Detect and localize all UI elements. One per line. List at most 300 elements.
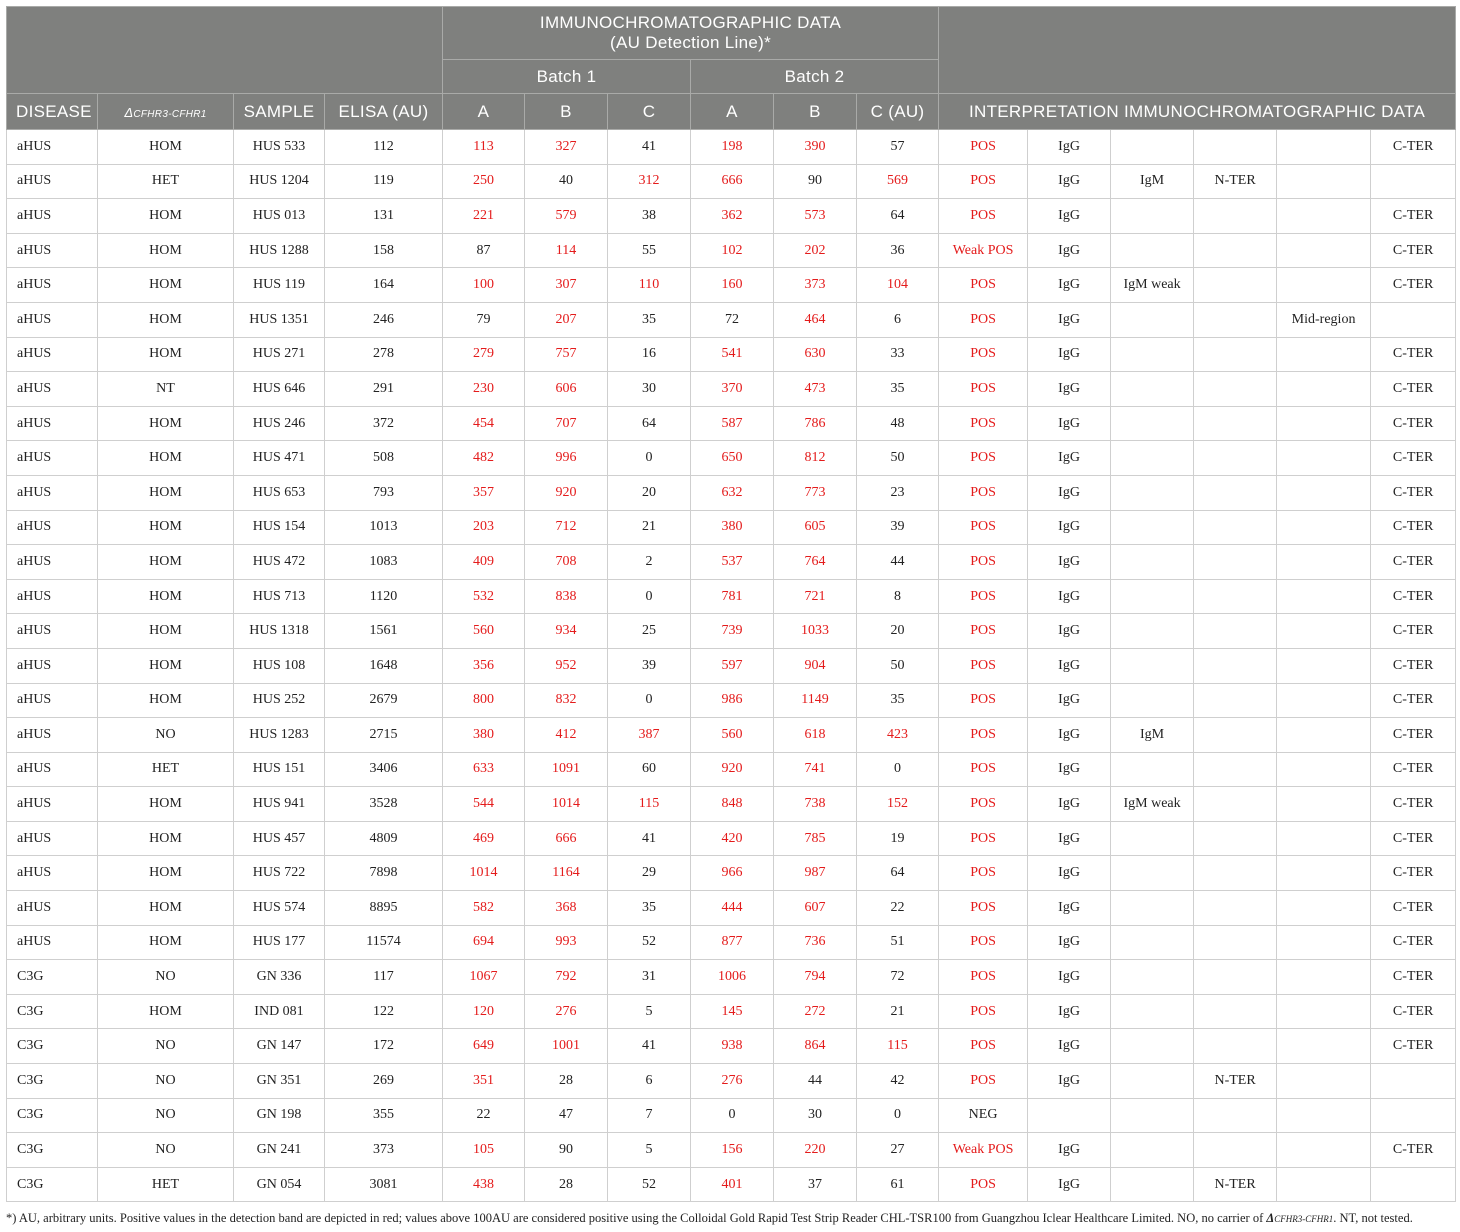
cell-b2a: 632	[691, 475, 774, 510]
cell-b2b: 786	[774, 406, 857, 441]
cell-b2b: 738	[774, 787, 857, 822]
cell-b1a: 1067	[443, 960, 525, 995]
cell-mid	[1277, 994, 1371, 1029]
cell-b2c: 48	[857, 406, 939, 441]
cell-cter: C-TER	[1371, 925, 1456, 960]
cell-mid	[1277, 648, 1371, 683]
cell-b1c: 31	[608, 960, 691, 995]
cell-b2a: 666	[691, 164, 774, 199]
cell-igg: IgG	[1028, 337, 1111, 372]
cell-b2a: 938	[691, 1029, 774, 1064]
cell-b2b: 904	[774, 648, 857, 683]
cell-b2c: 64	[857, 856, 939, 891]
cell-elisa: 119	[325, 164, 443, 199]
cell-igm	[1111, 1133, 1194, 1168]
cell-igm: IgM	[1111, 164, 1194, 199]
cell-igg: IgG	[1028, 545, 1111, 580]
cell-disease: aHUS	[7, 164, 98, 199]
cell-b1c: 2	[608, 545, 691, 580]
header-blank-right	[939, 7, 1456, 94]
cell-disease: aHUS	[7, 337, 98, 372]
table-row	[7, 683, 1456, 718]
cell-b1b: 412	[525, 718, 608, 753]
cell-delta: HOM	[98, 683, 234, 718]
col-header-b2b: B	[774, 94, 857, 130]
cell-mid	[1277, 475, 1371, 510]
cell-interp: POS	[939, 787, 1028, 822]
table-row	[7, 406, 1456, 441]
cell-b2b: 630	[774, 337, 857, 372]
cell-mid	[1277, 199, 1371, 234]
cell-mid	[1277, 1167, 1371, 1202]
cell-b1c: 41	[608, 821, 691, 856]
table-row	[7, 856, 1456, 891]
cell-b1c: 41	[608, 1029, 691, 1064]
cell-nter	[1194, 475, 1277, 510]
cell-interp: POS	[939, 718, 1028, 753]
cell-b1b: 368	[525, 891, 608, 926]
cell-delta: NO	[98, 1064, 234, 1099]
cell-nter	[1194, 130, 1277, 165]
cell-delta: NO	[98, 1098, 234, 1133]
cell-cter: C-TER	[1371, 960, 1456, 995]
cell-b1c: 6	[608, 1064, 691, 1099]
cell-b1b: 1164	[525, 856, 608, 891]
cell-sample: HUS 471	[234, 441, 325, 476]
cell-b1c: 0	[608, 683, 691, 718]
cell-cter: C-TER	[1371, 268, 1456, 303]
cell-igg: IgG	[1028, 130, 1111, 165]
cell-cter: C-TER	[1371, 406, 1456, 441]
cell-disease: aHUS	[7, 925, 98, 960]
cell-elisa: 1561	[325, 614, 443, 649]
cell-b2a: 541	[691, 337, 774, 372]
cell-disease: aHUS	[7, 752, 98, 787]
cell-b2c: 35	[857, 372, 939, 407]
cell-cter: C-TER	[1371, 648, 1456, 683]
cell-igm	[1111, 1064, 1194, 1099]
cell-elisa: 355	[325, 1098, 443, 1133]
cell-b1c: 38	[608, 199, 691, 234]
table-row	[7, 925, 1456, 960]
table-row	[7, 199, 1456, 234]
cell-interp: POS	[939, 925, 1028, 960]
cell-disease: C3G	[7, 1133, 98, 1168]
cell-nter	[1194, 302, 1277, 337]
cell-igg: IgG	[1028, 302, 1111, 337]
cell-b2c: 61	[857, 1167, 939, 1202]
cell-b1a: 409	[443, 545, 525, 580]
table-row	[7, 233, 1456, 268]
cell-delta: HOM	[98, 510, 234, 545]
cell-b2b: 30	[774, 1098, 857, 1133]
cell-cter: C-TER	[1371, 545, 1456, 580]
table-row	[7, 752, 1456, 787]
cell-elisa: 2679	[325, 683, 443, 718]
cell-igg: IgG	[1028, 752, 1111, 787]
cell-sample: HUS 271	[234, 337, 325, 372]
cell-sample: IND 081	[234, 994, 325, 1029]
cell-b1c: 29	[608, 856, 691, 891]
cell-b2b: 618	[774, 718, 857, 753]
cell-b1a: 221	[443, 199, 525, 234]
cell-interp: POS	[939, 302, 1028, 337]
cell-nter: N-TER	[1194, 1167, 1277, 1202]
cell-sample: HUS 533	[234, 130, 325, 165]
cell-b1a: 105	[443, 1133, 525, 1168]
cell-mid	[1277, 1064, 1371, 1099]
cell-igm	[1111, 441, 1194, 476]
cell-interp: Weak POS	[939, 233, 1028, 268]
cell-b1a: 438	[443, 1167, 525, 1202]
cell-igm	[1111, 648, 1194, 683]
cell-mid	[1277, 233, 1371, 268]
cell-b1a: 469	[443, 821, 525, 856]
cell-igm	[1111, 337, 1194, 372]
cell-b1b: 307	[525, 268, 608, 303]
cell-igm	[1111, 372, 1194, 407]
cell-b2b: 464	[774, 302, 857, 337]
col-header-disease: DISEASE	[7, 94, 98, 130]
cell-igm	[1111, 475, 1194, 510]
cell-nter	[1194, 1029, 1277, 1064]
cell-igm	[1111, 1167, 1194, 1202]
cell-b2c: 22	[857, 891, 939, 926]
cell-b1a: 380	[443, 718, 525, 753]
cell-interp: POS	[939, 579, 1028, 614]
cell-sample: HUS 252	[234, 683, 325, 718]
cell-disease: aHUS	[7, 233, 98, 268]
cell-delta: NO	[98, 718, 234, 753]
cell-disease: C3G	[7, 1167, 98, 1202]
cell-cter: C-TER	[1371, 1029, 1456, 1064]
cell-b1a: 532	[443, 579, 525, 614]
cell-nter	[1194, 510, 1277, 545]
cell-cter: C-TER	[1371, 579, 1456, 614]
table-row	[7, 718, 1456, 753]
cell-b1a: 560	[443, 614, 525, 649]
cell-interp: POS	[939, 545, 1028, 580]
cell-b2c: 64	[857, 199, 939, 234]
cell-delta: HOM	[98, 787, 234, 822]
cell-igg: IgG	[1028, 1029, 1111, 1064]
cell-igm	[1111, 925, 1194, 960]
cell-b1c: 21	[608, 510, 691, 545]
cell-b2a: 560	[691, 718, 774, 753]
cell-disease: aHUS	[7, 510, 98, 545]
cell-nter	[1194, 648, 1277, 683]
cell-interp: POS	[939, 891, 1028, 926]
table-row	[7, 648, 1456, 683]
col-header-delta-symbol: Δ	[124, 104, 134, 120]
cell-b1c: 30	[608, 372, 691, 407]
table-row	[7, 441, 1456, 476]
cell-b1b: 327	[525, 130, 608, 165]
cell-interp: POS	[939, 1167, 1028, 1202]
cell-interp: POS	[939, 475, 1028, 510]
cell-nter	[1194, 199, 1277, 234]
cell-b2c: 21	[857, 994, 939, 1029]
cell-elisa: 1648	[325, 648, 443, 683]
cell-nter	[1194, 960, 1277, 995]
cell-delta: HOM	[98, 891, 234, 926]
cell-mid	[1277, 960, 1371, 995]
cell-mid	[1277, 1098, 1371, 1133]
cell-nter	[1194, 579, 1277, 614]
cell-disease: C3G	[7, 1064, 98, 1099]
cell-elisa: 2715	[325, 718, 443, 753]
cell-mid	[1277, 372, 1371, 407]
table-row	[7, 337, 1456, 372]
cell-cter: C-TER	[1371, 337, 1456, 372]
table-header	[7, 7, 1456, 130]
col-header-b1b: B	[525, 94, 608, 130]
cell-igg: IgG	[1028, 268, 1111, 303]
cell-b1c: 20	[608, 475, 691, 510]
cell-b2b: 373	[774, 268, 857, 303]
cell-sample: GN 351	[234, 1064, 325, 1099]
cell-nter	[1194, 683, 1277, 718]
cell-interp: POS	[939, 614, 1028, 649]
cell-b1a: 279	[443, 337, 525, 372]
cell-cter: C-TER	[1371, 233, 1456, 268]
cell-sample: HUS 177	[234, 925, 325, 960]
cell-interp: POS	[939, 856, 1028, 891]
cell-b2a: 420	[691, 821, 774, 856]
cell-b1b: 708	[525, 545, 608, 580]
cell-interp: POS	[939, 994, 1028, 1029]
cell-interp: Weak POS	[939, 1133, 1028, 1168]
cell-b1c: 0	[608, 579, 691, 614]
cell-disease: C3G	[7, 1098, 98, 1133]
cell-b2c: 50	[857, 441, 939, 476]
cell-b2a: 781	[691, 579, 774, 614]
cell-mid	[1277, 164, 1371, 199]
cell-igg: IgG	[1028, 1167, 1111, 1202]
cell-igm	[1111, 994, 1194, 1029]
table-row	[7, 891, 1456, 926]
table-row	[7, 475, 1456, 510]
cell-igm	[1111, 1098, 1194, 1133]
cell-b2a: 444	[691, 891, 774, 926]
cell-elisa: 793	[325, 475, 443, 510]
cell-mid: Mid-region	[1277, 302, 1371, 337]
cell-b2a: 920	[691, 752, 774, 787]
cell-b1c: 0	[608, 441, 691, 476]
cell-interp: POS	[939, 130, 1028, 165]
cell-elisa: 3081	[325, 1167, 443, 1202]
cell-delta: HOM	[98, 579, 234, 614]
cell-delta: HET	[98, 164, 234, 199]
cell-b1b: 707	[525, 406, 608, 441]
cell-interp: POS	[939, 337, 1028, 372]
cell-delta: HOM	[98, 302, 234, 337]
cell-delta: HOM	[98, 130, 234, 165]
cell-b2a: 1006	[691, 960, 774, 995]
cell-b1b: 792	[525, 960, 608, 995]
cell-b1b: 40	[525, 164, 608, 199]
cell-b1a: 356	[443, 648, 525, 683]
cell-sample: HUS 246	[234, 406, 325, 441]
cell-interp: POS	[939, 1064, 1028, 1099]
cell-mid	[1277, 821, 1371, 856]
cell-cter: C-TER	[1371, 372, 1456, 407]
cell-delta: HOM	[98, 268, 234, 303]
cell-b1a: 633	[443, 752, 525, 787]
cell-disease: aHUS	[7, 302, 98, 337]
cell-nter	[1194, 545, 1277, 580]
cell-sample: HUS 154	[234, 510, 325, 545]
cell-b1b: 28	[525, 1167, 608, 1202]
cell-b1b: 579	[525, 199, 608, 234]
table-row	[7, 164, 1456, 199]
cell-b1c: 60	[608, 752, 691, 787]
cell-cter: C-TER	[1371, 787, 1456, 822]
cell-b2b: 272	[774, 994, 857, 1029]
cell-igg: IgG	[1028, 614, 1111, 649]
cell-b2c: 35	[857, 683, 939, 718]
cell-igg: IgG	[1028, 891, 1111, 926]
table-row	[7, 787, 1456, 822]
table-body	[7, 130, 1456, 1202]
cell-sample: HUS 646	[234, 372, 325, 407]
cell-b1b: 606	[525, 372, 608, 407]
cell-b1c: 5	[608, 994, 691, 1029]
table-row	[7, 579, 1456, 614]
cell-b1c: 115	[608, 787, 691, 822]
table-row	[7, 130, 1456, 165]
cell-igm	[1111, 579, 1194, 614]
cell-nter	[1194, 1098, 1277, 1133]
cell-interp: POS	[939, 821, 1028, 856]
cell-b2c: 44	[857, 545, 939, 580]
cell-b1a: 79	[443, 302, 525, 337]
cell-igm	[1111, 406, 1194, 441]
cell-interp: POS	[939, 752, 1028, 787]
cell-elisa: 3406	[325, 752, 443, 787]
cell-mid	[1277, 891, 1371, 926]
cell-elisa: 1120	[325, 579, 443, 614]
cell-igm	[1111, 130, 1194, 165]
cell-igm	[1111, 821, 1194, 856]
cell-cter	[1371, 1098, 1456, 1133]
cell-delta: HOM	[98, 545, 234, 580]
cell-b2b: 812	[774, 441, 857, 476]
cell-igm	[1111, 891, 1194, 926]
cell-mid	[1277, 268, 1371, 303]
cell-mid	[1277, 718, 1371, 753]
table-row	[7, 994, 1456, 1029]
cell-igm	[1111, 510, 1194, 545]
cell-cter: C-TER	[1371, 994, 1456, 1029]
cell-nter	[1194, 614, 1277, 649]
cell-igg	[1028, 1098, 1111, 1133]
table-row	[7, 960, 1456, 995]
cell-b2c: 6	[857, 302, 939, 337]
cell-b1a: 649	[443, 1029, 525, 1064]
cell-elisa: 1013	[325, 510, 443, 545]
cell-igg: IgG	[1028, 441, 1111, 476]
cell-b2a: 370	[691, 372, 774, 407]
cell-nter	[1194, 718, 1277, 753]
cell-igg: IgG	[1028, 406, 1111, 441]
cell-interp: POS	[939, 199, 1028, 234]
footnote	[6, 1211, 1455, 1226]
cell-interp: POS	[939, 164, 1028, 199]
cell-sample: HUS 574	[234, 891, 325, 926]
cell-b1c: 52	[608, 1167, 691, 1202]
cell-elisa: 1083	[325, 545, 443, 580]
cell-delta: HOM	[98, 994, 234, 1029]
cell-mid	[1277, 614, 1371, 649]
cell-b2b: 390	[774, 130, 857, 165]
cell-delta: NO	[98, 1133, 234, 1168]
cell-igg: IgG	[1028, 856, 1111, 891]
cell-cter: C-TER	[1371, 1133, 1456, 1168]
cell-igg: IgG	[1028, 372, 1111, 407]
cell-b1a: 482	[443, 441, 525, 476]
cell-interp: POS	[939, 406, 1028, 441]
cell-igm	[1111, 1029, 1194, 1064]
cell-igg: IgG	[1028, 233, 1111, 268]
cell-igm: IgM weak	[1111, 268, 1194, 303]
cell-cter: C-TER	[1371, 614, 1456, 649]
cell-b2b: 37	[774, 1167, 857, 1202]
cell-sample: HUS 1351	[234, 302, 325, 337]
cell-b2b: 785	[774, 821, 857, 856]
cell-interp: POS	[939, 1029, 1028, 1064]
cell-b1c: 387	[608, 718, 691, 753]
cell-b1c: 41	[608, 130, 691, 165]
cell-igg: IgG	[1028, 579, 1111, 614]
cell-delta: HOM	[98, 406, 234, 441]
cell-sample: HUS 119	[234, 268, 325, 303]
cell-b1c: 35	[608, 302, 691, 337]
table-row	[7, 302, 1456, 337]
cell-b2b: 202	[774, 233, 857, 268]
cell-igg: IgG	[1028, 164, 1111, 199]
cell-interp: POS	[939, 648, 1028, 683]
cell-b1b: 28	[525, 1064, 608, 1099]
cell-b2c: 152	[857, 787, 939, 822]
cell-b2c: 423	[857, 718, 939, 753]
col-header-delta-subscript: CFHR3-CFHR1	[133, 108, 207, 120]
cell-sample: HUS 941	[234, 787, 325, 822]
cell-cter: C-TER	[1371, 891, 1456, 926]
cell-cter: C-TER	[1371, 441, 1456, 476]
cell-b1a: 22	[443, 1098, 525, 1133]
cell-b2c: 23	[857, 475, 939, 510]
cell-delta: NT	[98, 372, 234, 407]
cell-b2b: 44	[774, 1064, 857, 1099]
cell-delta: HOM	[98, 821, 234, 856]
cell-disease: aHUS	[7, 268, 98, 303]
cell-b1c: 7	[608, 1098, 691, 1133]
cell-mid	[1277, 752, 1371, 787]
cell-igg: IgG	[1028, 994, 1111, 1029]
cell-b2c: 42	[857, 1064, 939, 1099]
cell-b2a: 145	[691, 994, 774, 1029]
footnote-text-end: . NT, not tested.	[1333, 1211, 1413, 1225]
cell-b1b: 47	[525, 1098, 608, 1133]
cell-nter	[1194, 787, 1277, 822]
cell-interp: NEG	[939, 1098, 1028, 1133]
cell-igm	[1111, 614, 1194, 649]
cell-b2c: 33	[857, 337, 939, 372]
table-row	[7, 1167, 1456, 1202]
cell-b2c: 0	[857, 752, 939, 787]
cell-b1a: 351	[443, 1064, 525, 1099]
